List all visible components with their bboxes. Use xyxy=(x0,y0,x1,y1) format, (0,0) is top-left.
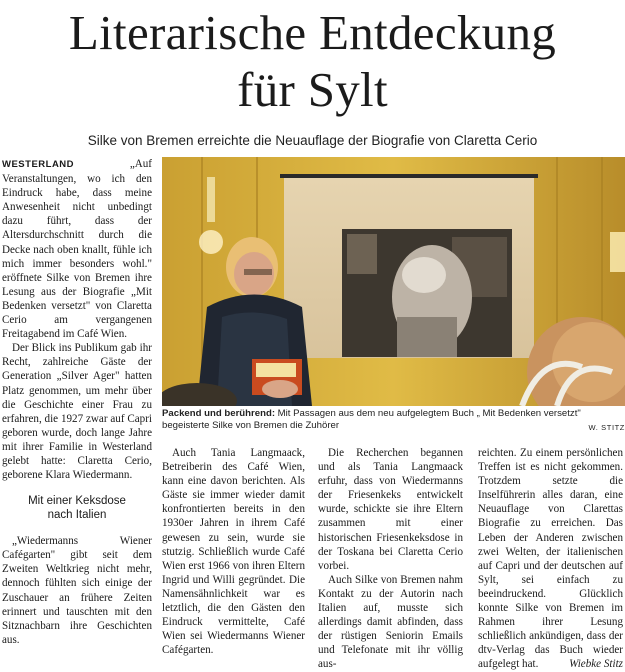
photo-caption xyxy=(162,408,625,434)
subhead-line-2: nach Italien xyxy=(47,509,107,522)
article-photo xyxy=(162,157,625,406)
paragraph-langmaack: Auch Tania Langmaack, Betreiberin des Café Wien, kann eine davon berichten. Als Gäste sie immer wieder damit konfrontierten bereits in den 1930er Jahren in ihrem Café gewesen zu sein, wurde sie stutzig. Schließlich wurde Café Wien erst 1966 von ihren Eltern Ingrid und Willi gegründet. Die Namensähnlichkeit war es letztlich, die den Gästen den Eindruck vermittelte, Café Wien sei Wiedermanns Wiener Cafégarten. xyxy=(162,447,305,657)
paragraph-reissue xyxy=(478,446,623,672)
paragraph-research: Die Recherchen begannen und als Tania Langmaack erfuhr, dass von Wiedermanns der Friesenkeks entwickelt wurde, schickte sie ihre Eltern zusammen mit einer historischen Friesenkeksdose in der Toskana bei Claretta Cerio vorbei. xyxy=(318,447,463,572)
paragraph-contact: Auch Silke von Bremen nahm Kontakt zu der Autorin nach Italien auf, musste sich allerdings damit abfinden, dass der rüstigen Seniorin Emails und Telefonate mit ihr völlig aus- xyxy=(318,573,463,671)
article-column-4 xyxy=(478,446,623,672)
caption-text: Mit Passagen aus dem neu aufgelegtem Buch „ Mit Bedenken versetzt" begeisterte Silke von Bremen die Zuhörer xyxy=(162,408,581,431)
paragraph-audience: Der Blick ins Publikum gab ihr Recht, zahlreiche Gäste der Generation „Silver Ager" hatten Platz genommen, um mehr über die Geschichte einer Frau zu erfahren, die 1927 zwar auf Capri geboren wurde, doch lange Jahre mit ihrer Familie in Westerland gelebt hatte: Claretta Cerio, geborene Klara Wiedermann. xyxy=(2,342,152,482)
paragraph-intro-text: „Auf Veranstaltungen, wo ich den Eindruck habe, dass meine Anwesenheit nicht unbedingt dazu führt, dass der Altersdurchschnitt durch die Decke nach oben knallt, fühle ich mich immer besonders wohl." eröffnete Silke von Bremen ihre Lesung aus der Biografie „Mit Bedenken versetzt" von Claretta Cerio am vergangenen Freitagabend im Café Wien. xyxy=(2,158,152,341)
dateline: WESTERLAND xyxy=(2,159,75,170)
section-subhead xyxy=(2,494,152,522)
headline-line-2: für Sylt xyxy=(237,62,388,117)
paragraph-reissue-text: reichten. Zu einem persönlichen Treffen ist es nicht gekommen. Trotzdem setzte die Inselführerin alles daran, eine Neuauflage von Clarettas Biografie zu erreichen. Das Leben der Anderen zwischen zwei Welten, der italienischen auf Capri und der deutschen auf Sylt, sei einfach zu beeindruckend. Glücklich konnte Silke von Bremen im Rahmen ihrer Lesung schließlich ankündigen, dass der dtv-Verlag das Buch wieder aufgelegt hat. xyxy=(478,447,623,671)
headline xyxy=(0,4,625,118)
photo-credit: W. STITZ xyxy=(588,423,625,432)
headline-line-1: Literarische Entdeckung xyxy=(68,5,557,60)
caption-lead: Packend und berührend: xyxy=(162,408,276,419)
article-column-2 xyxy=(162,446,305,657)
subheadline: Silke von Bremen erreichte die Neuauflage der Biografie von Claretta Cerio xyxy=(87,133,538,148)
paragraph-intro xyxy=(2,157,152,341)
reading-event-image xyxy=(162,157,625,406)
article-column-1 xyxy=(2,157,152,647)
subhead-line-1: Mit einer Keksdose xyxy=(28,495,126,508)
paragraph-cafegarten: „Wiedermanns Wiener Cafégarten" gibt seit dem Zweiten Weltkrieg nicht mehr, dennoch fühlten sich einige der Zuschauer an frühere Zeiten erinnert und tauschten mit den Sitznachbarn ihre Geschichten aus. xyxy=(2,535,152,646)
author-signature: Wiebke Stitz xyxy=(569,658,623,671)
article-column-3 xyxy=(318,446,463,672)
